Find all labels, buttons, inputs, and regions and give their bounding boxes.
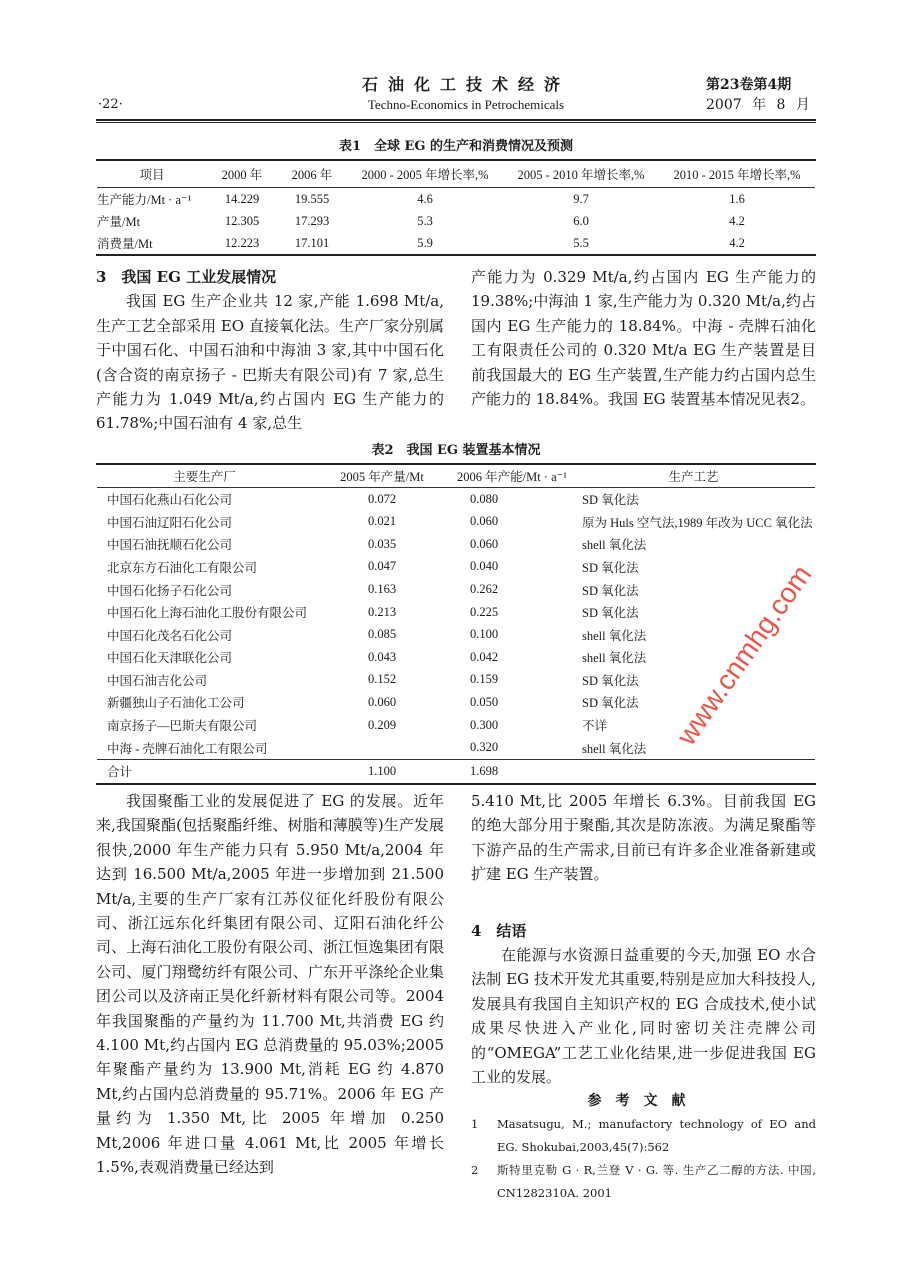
reference-item [471,1159,816,1205]
column-header: 2000 - 2005 年增长率,% [347,161,503,188]
producer-name: 中海 - 壳牌石油化工有限公司 [107,741,268,756]
bottom-columns [96,789,816,1205]
right-column-bottom [471,789,816,1205]
table-row [97,646,815,669]
column-header: 2005 年产量/Mt [312,465,452,488]
table-row [97,623,815,646]
table-cell: 0.085 [367,627,397,642]
journal-title-block [226,74,706,114]
table-cell: 6.0 [573,213,589,228]
polyester-paragraph: 我国聚酯工业的发展促进了 EG 的发展。近年来,我国聚酯(包括聚酯纤维、树脂和薄膜等)生产发展很快,2000 年生产能力只有 5.950 Mt/a,2004 年达到 16.500 Mt/a,2005 年进一步增加到 21.500 Mt/a,主要的生产厂家有江苏仪征化纤股份有限公司、浙江远东化纤集团有限公司、辽阳石油化纤公司、上海石油化工股份有限公司、浙江恒逸集团有限公司、厦门翔鹭纺纤有限公司、广东开平涤纶企业集团公司以及济南正昊化纤新材料有限公司等。2004 年我国聚酯的产量约为 11.700 Mt,共消费 EG 约 4.100 Mt,约占国内 EG 总消费量的 95.03%;2005 年聚酯产量约为 13.900 Mt,消耗 EG 约 4.870 Mt,约占国内总消费量的 95.71%。2006 年 EG 产量约为 1.350 Mt,比 2005 年增加 0.250 Mt,2006 年进口量 4.061 Mt,比 2005 年增长 1.5%,表观消费量已经达到 [96,791,444,1177]
producer-name: 中国石化燕山石化公司 [107,493,233,508]
table-cell: 12.305 [224,213,260,228]
table-cell: 0.035 [367,536,397,551]
table-cell: 0.021 [367,514,397,529]
row-label: 产量/Mt [97,215,141,229]
producer-name: 中国石化扬子石化公司 [107,583,233,598]
process-cell: shell 氧化法 [582,741,647,756]
producer-name: 合计 [97,759,312,783]
running-header [96,74,816,114]
table-row [97,556,815,579]
table-cell: 0.060 [470,514,499,529]
table-cell: 0.040 [470,559,499,574]
table-header-row [97,465,815,488]
table-cell: 17.293 [294,213,330,228]
table-cell: 14.229 [224,191,260,206]
process-cell [572,759,815,783]
table-cell: 0.047 [367,559,397,574]
producer-name: 中国石化茂名石化公司 [107,628,233,643]
table-cell: 0.060 [470,536,499,551]
process-cell: 不详 [582,719,608,734]
column-header: 2006 年产能/Mt · a⁻¹ [452,465,572,488]
table-cell: 0.300 [470,717,499,732]
section3-left-column [96,265,444,436]
table1-bottom-rule [96,254,816,256]
table-cell: 5.3 [417,213,433,228]
table-cell: 5.5 [573,235,589,250]
journal-title-en: Techno-Economics in Petrochemicals [367,97,565,112]
section3-paragraph-cont: 产能力为 0.329 Mt/a,约占国内 EG 生产能力的 19.38%;中海油 1 家,生产能力为 0.320 Mt/a,约占国内 EG 生产能力的 18.84%。中海 - 壳牌石油化工有限责任公司的 0.320 Mt/a EG 生产装置是目前我国最大的 EG 生产装置,生产能力约占国内总生产能力的 18.84%。我国 EG 装置基本情况见表2。 [471,268,816,409]
total-row [97,759,815,783]
header-rule-thin [96,122,816,123]
references-title: 参考文献 [587,1093,700,1110]
section3b-left-column [96,789,444,1205]
producer-name: 中国石化上海石油化工股份有限公司 [107,606,308,621]
table2-bottom-rule [96,783,816,785]
process-cell: SD 氧化法 [582,606,639,621]
table-cell: 0.209 [367,717,397,732]
polyester-paragraph-cont: 5.410 Mt,比 2005 年增长 6.3%。目前我国 EG 的绝大部分用于聚酯,其次是防冻液。为满足聚酯等下游产品的生产需求,目前已有许多企业准备新建或扩建 EG 生产装置。 [471,791,816,884]
table-row [97,691,815,714]
table-cell: 4.2 [729,235,745,250]
issue-date: 2007 年 8 月 [706,97,810,113]
page [96,0,816,1205]
journal-title-cn: 石油化工技术经济 [361,75,570,94]
producer-name: 新疆独山子石油化工公司 [107,696,245,711]
table-row [97,669,815,692]
table-cell: 0.225 [470,604,499,619]
table-cell: 0.072 [367,491,397,506]
process-cell: SD 氧化法 [582,696,639,711]
table-cell: 1.6 [729,191,745,206]
table-row [97,210,815,232]
table-cell: 17.101 [294,235,330,250]
process-cell: shell 氧化法 [582,628,647,643]
column-header: 生产工艺 [572,465,815,488]
table-cell: 4.2 [729,213,745,228]
column-header: 主要生产厂 [97,465,312,488]
producer-name: 南京扬子—巴斯夫有限公司 [107,719,258,734]
table-row [97,736,815,759]
table-cell [312,736,452,759]
table-cell: 0.042 [470,649,499,664]
table-cell: 0.159 [470,672,499,687]
table-row [97,232,815,254]
row-label: 消费量/Mt [97,237,153,251]
table2 [97,465,818,783]
table-row [97,578,815,601]
process-cell: shell 氧化法 [582,538,647,553]
table-cell: 5.9 [417,235,433,250]
table-row [97,601,815,624]
table-cell: 0.320 [470,740,499,755]
section3-paragraph: 我国 EG 生产企业共 12 家,产能 1.698 Mt/a,生产工艺全部采用 EO 直接氧化法。生产厂家分别属于中国石化、中国石油和中海油 3 家,其中中国石化(含合资的南京扬子 - 巴斯夫有限公司)有 7 家,总生产能力为 1.049 Mt/a,约占国内 EG 生产能力的 61.78%;中国石油有 4 家,总生 [96,292,444,433]
process-cell: SD 氧化法 [582,583,639,598]
reference-number: 2 [471,1163,479,1178]
table-cell: 0.152 [367,672,397,687]
table2-container [96,465,816,783]
section3-right-column [471,265,816,436]
column-header: 2000 年 [207,161,277,188]
section4-heading: 4 结语 [471,921,527,940]
column-header: 2005 - 2010 年增长率,% [503,161,659,188]
table-row [97,188,815,211]
row-label: 生产能力/Mt · a⁻¹ [97,193,192,207]
header-rule [96,119,816,121]
table-cell: 0.043 [367,649,397,664]
issue-block [706,74,816,114]
reference-item [471,1113,816,1159]
table-cell: 0.213 [367,604,397,619]
table1 [97,161,815,254]
section3-heading: 3 我国 EG 工业发展情况 [96,268,277,286]
column-header: 2006 年 [277,161,347,188]
volume-issue: 第23卷第4期 [706,77,792,93]
reference-number: 1 [471,1117,479,1132]
column-header: 项目 [97,161,207,188]
watermark: www.cnmhg.com [670,559,818,751]
table-cell: 0.050 [470,694,499,709]
table-cell: 12.223 [224,235,260,250]
reference-text: Masatsugu, M.; manufactory technology of EO and EG. Shokubai,2003,45(7):562 [497,1117,816,1155]
table-cell: 9.7 [573,191,589,206]
table1-caption: 表1 全球 EG 的生产和消费情况及预测 [338,139,574,154]
table2-caption: 表2 我国 EG 装置基本情况 [371,442,541,458]
table-cell: 1.100 [312,759,452,783]
column-header: 2010 - 2015 年增长率,% [659,161,815,188]
table-row [97,510,815,533]
producer-name: 中国石油辽阳石化公司 [107,515,233,530]
process-cell: 原为 Huls 空气法,1989 年改为 UCC 氧化法 [582,515,813,530]
process-cell: shell 氧化法 [582,651,647,666]
table-cell: 1.698 [452,759,572,783]
table-cell: 19.555 [294,191,330,206]
table-row [97,714,815,737]
producer-name: 北京东方石油化工有限公司 [107,560,258,575]
table-cell: 0.100 [470,627,499,642]
reference-text: 斯特里克勒 G · R,兰登 V · G. 等. 生产乙二醇的方法. 中国, CN1282310A. 2001 [497,1163,816,1201]
table-cell: 0.060 [367,694,397,709]
producer-name: 中国石油抚顺石化公司 [107,538,233,553]
table-header-row [97,161,815,188]
table-row [97,533,815,556]
process-cell: SD 氧化法 [582,560,639,575]
table-cell: 0.080 [470,491,499,506]
section3-columns [96,265,816,436]
table-cell: 4.6 [417,191,433,206]
process-cell: SD 氧化法 [582,673,639,688]
table-row [97,487,815,510]
page-number: ·22· [98,97,123,112]
table-cell: 0.262 [470,582,499,597]
producer-name: 中国石化天津联化公司 [107,651,233,666]
process-cell: SD 氧化法 [582,493,639,508]
producer-name: 中国石油吉化公司 [107,673,208,688]
conclusion-paragraph: 在能源与水资源日益重要的今天,加强 EO 水合法制 EG 技术开发尤其重要,特别是应加大科技投人,发展具有我国自主知识产权的 EG 合成技术,使小试成果尽快进入产业化,同时密切关注壳牌公司的“OMEGA”工艺工业化结果,进一步促进我国 EG 工业的发展。 [471,946,816,1087]
table-cell: 0.163 [367,582,397,597]
